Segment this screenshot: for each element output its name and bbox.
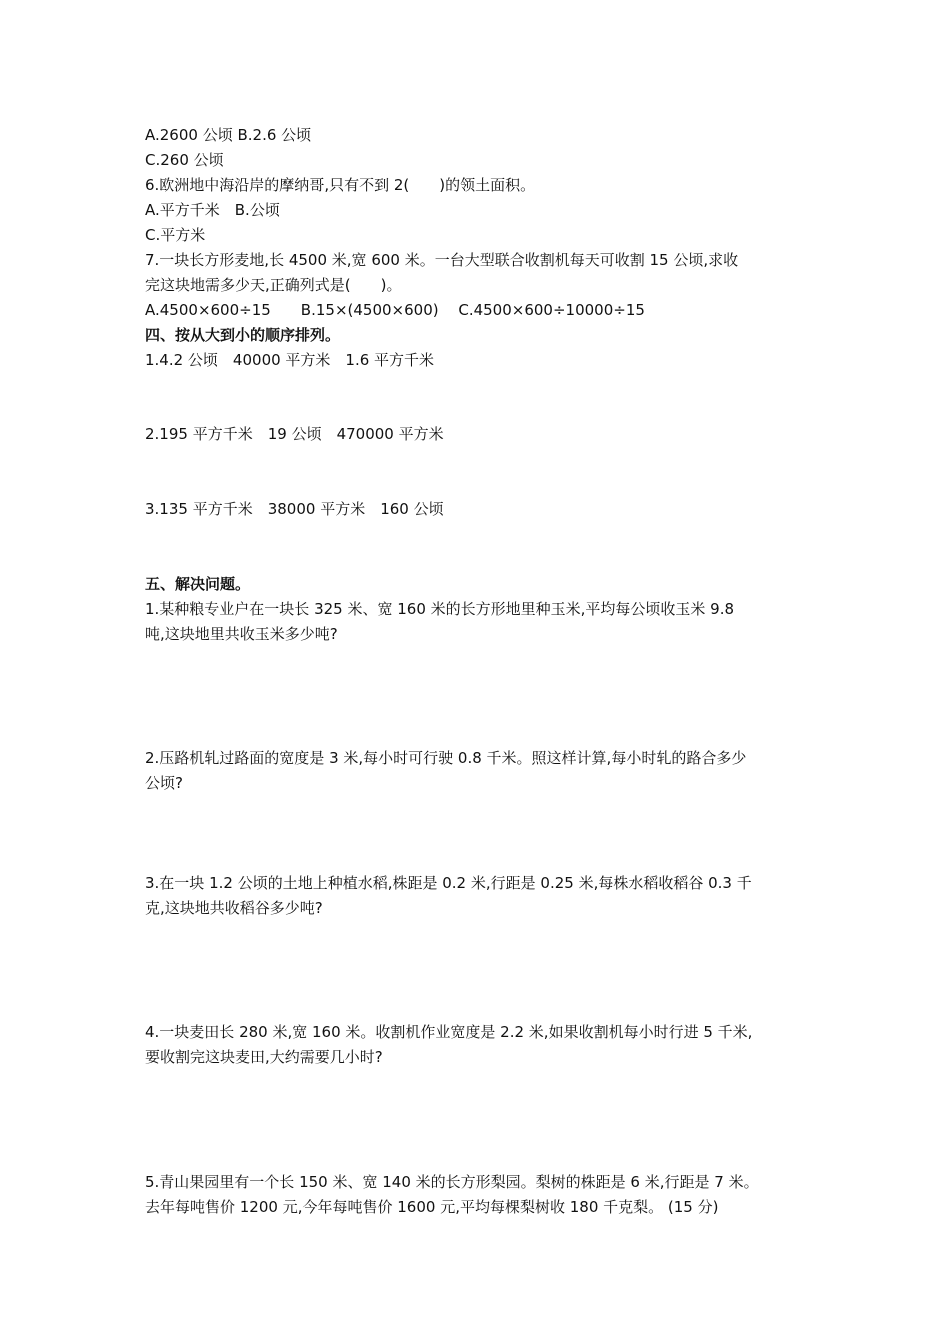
- q6-option-c: C.平方米: [145, 226, 206, 244]
- section5-heading: 五、解决问题。: [145, 575, 251, 593]
- q5-option-c: C.260 公顷: [145, 151, 224, 169]
- problem5-line2: 去年每吨售价 1200 元,今年每吨售价 1600 元,平均每棵梨树收 180 千克梨。 (15 分): [145, 1198, 719, 1216]
- problem3-line2: 克,这块地共收稻谷多少吨?: [145, 899, 323, 917]
- q7-options: A.4500×600÷15 B.15×(4500×600) C.4500×600÷10000÷15: [145, 301, 645, 319]
- q5-option-a-b: A.2600 公顷 B.2.6 公顷: [145, 126, 312, 144]
- problem1-line1: 1.某种粮专业户在一块长 325 米、宽 160 米的长方形地里种玉米,平均每公顷收玉米 9.8: [145, 600, 735, 618]
- problem4-line1: 4.一块麦田长 280 米,宽 160 米。收割机作业宽度是 2.2 米,如果收割机每小时行进 5 千米,: [145, 1023, 753, 1041]
- section4-heading: 四、按从大到小的顺序排列。: [145, 326, 341, 344]
- q7-stem-line2: 完这块地需多少天,正确列式是( )。: [145, 276, 402, 294]
- section4-item-3: 3.135 平方千米 38000 平方米 160 公顷: [145, 500, 444, 518]
- problem1-line2: 吨,这块地里共收玉米多少吨?: [145, 625, 338, 643]
- section4-item-2: 2.195 平方千米 19 公顷 470000 平方米: [145, 425, 444, 443]
- problem2-line1: 2.压路机轧过路面的宽度是 3 米,每小时可行驶 0.8 千米。照这样计算,每小时轧的路合多少: [145, 749, 747, 767]
- problem5-line1: 5.青山果园里有一个长 150 米、宽 140 米的长方形梨园。梨树的株距是 6 米,行距是 7 米。: [145, 1173, 759, 1191]
- q6-stem: 6.欧洲地中海沿岸的摩纳哥,只有不到 2( )的领土面积。: [145, 176, 536, 194]
- q7-stem-line1: 7.一块长方形麦地,长 4500 米,宽 600 米。一台大型联合收割机每天可收割 15 公顷,求收: [145, 251, 739, 269]
- section4-item-1: 1.4.2 公顷 40000 平方米 1.6 平方千米: [145, 351, 435, 369]
- problem3-line1: 3.在一块 1.2 公顷的土地上种植水稻,株距是 0.2 米,行距是 0.25 米,每株水稻收稻谷 0.3 千: [145, 874, 752, 892]
- problem4-line2: 要收割完这块麦田,大约需要几小时?: [145, 1048, 383, 1066]
- problem2-line2: 公顷?: [145, 774, 183, 792]
- q6-option-a-b: A.平方千米 B.公顷: [145, 201, 280, 219]
